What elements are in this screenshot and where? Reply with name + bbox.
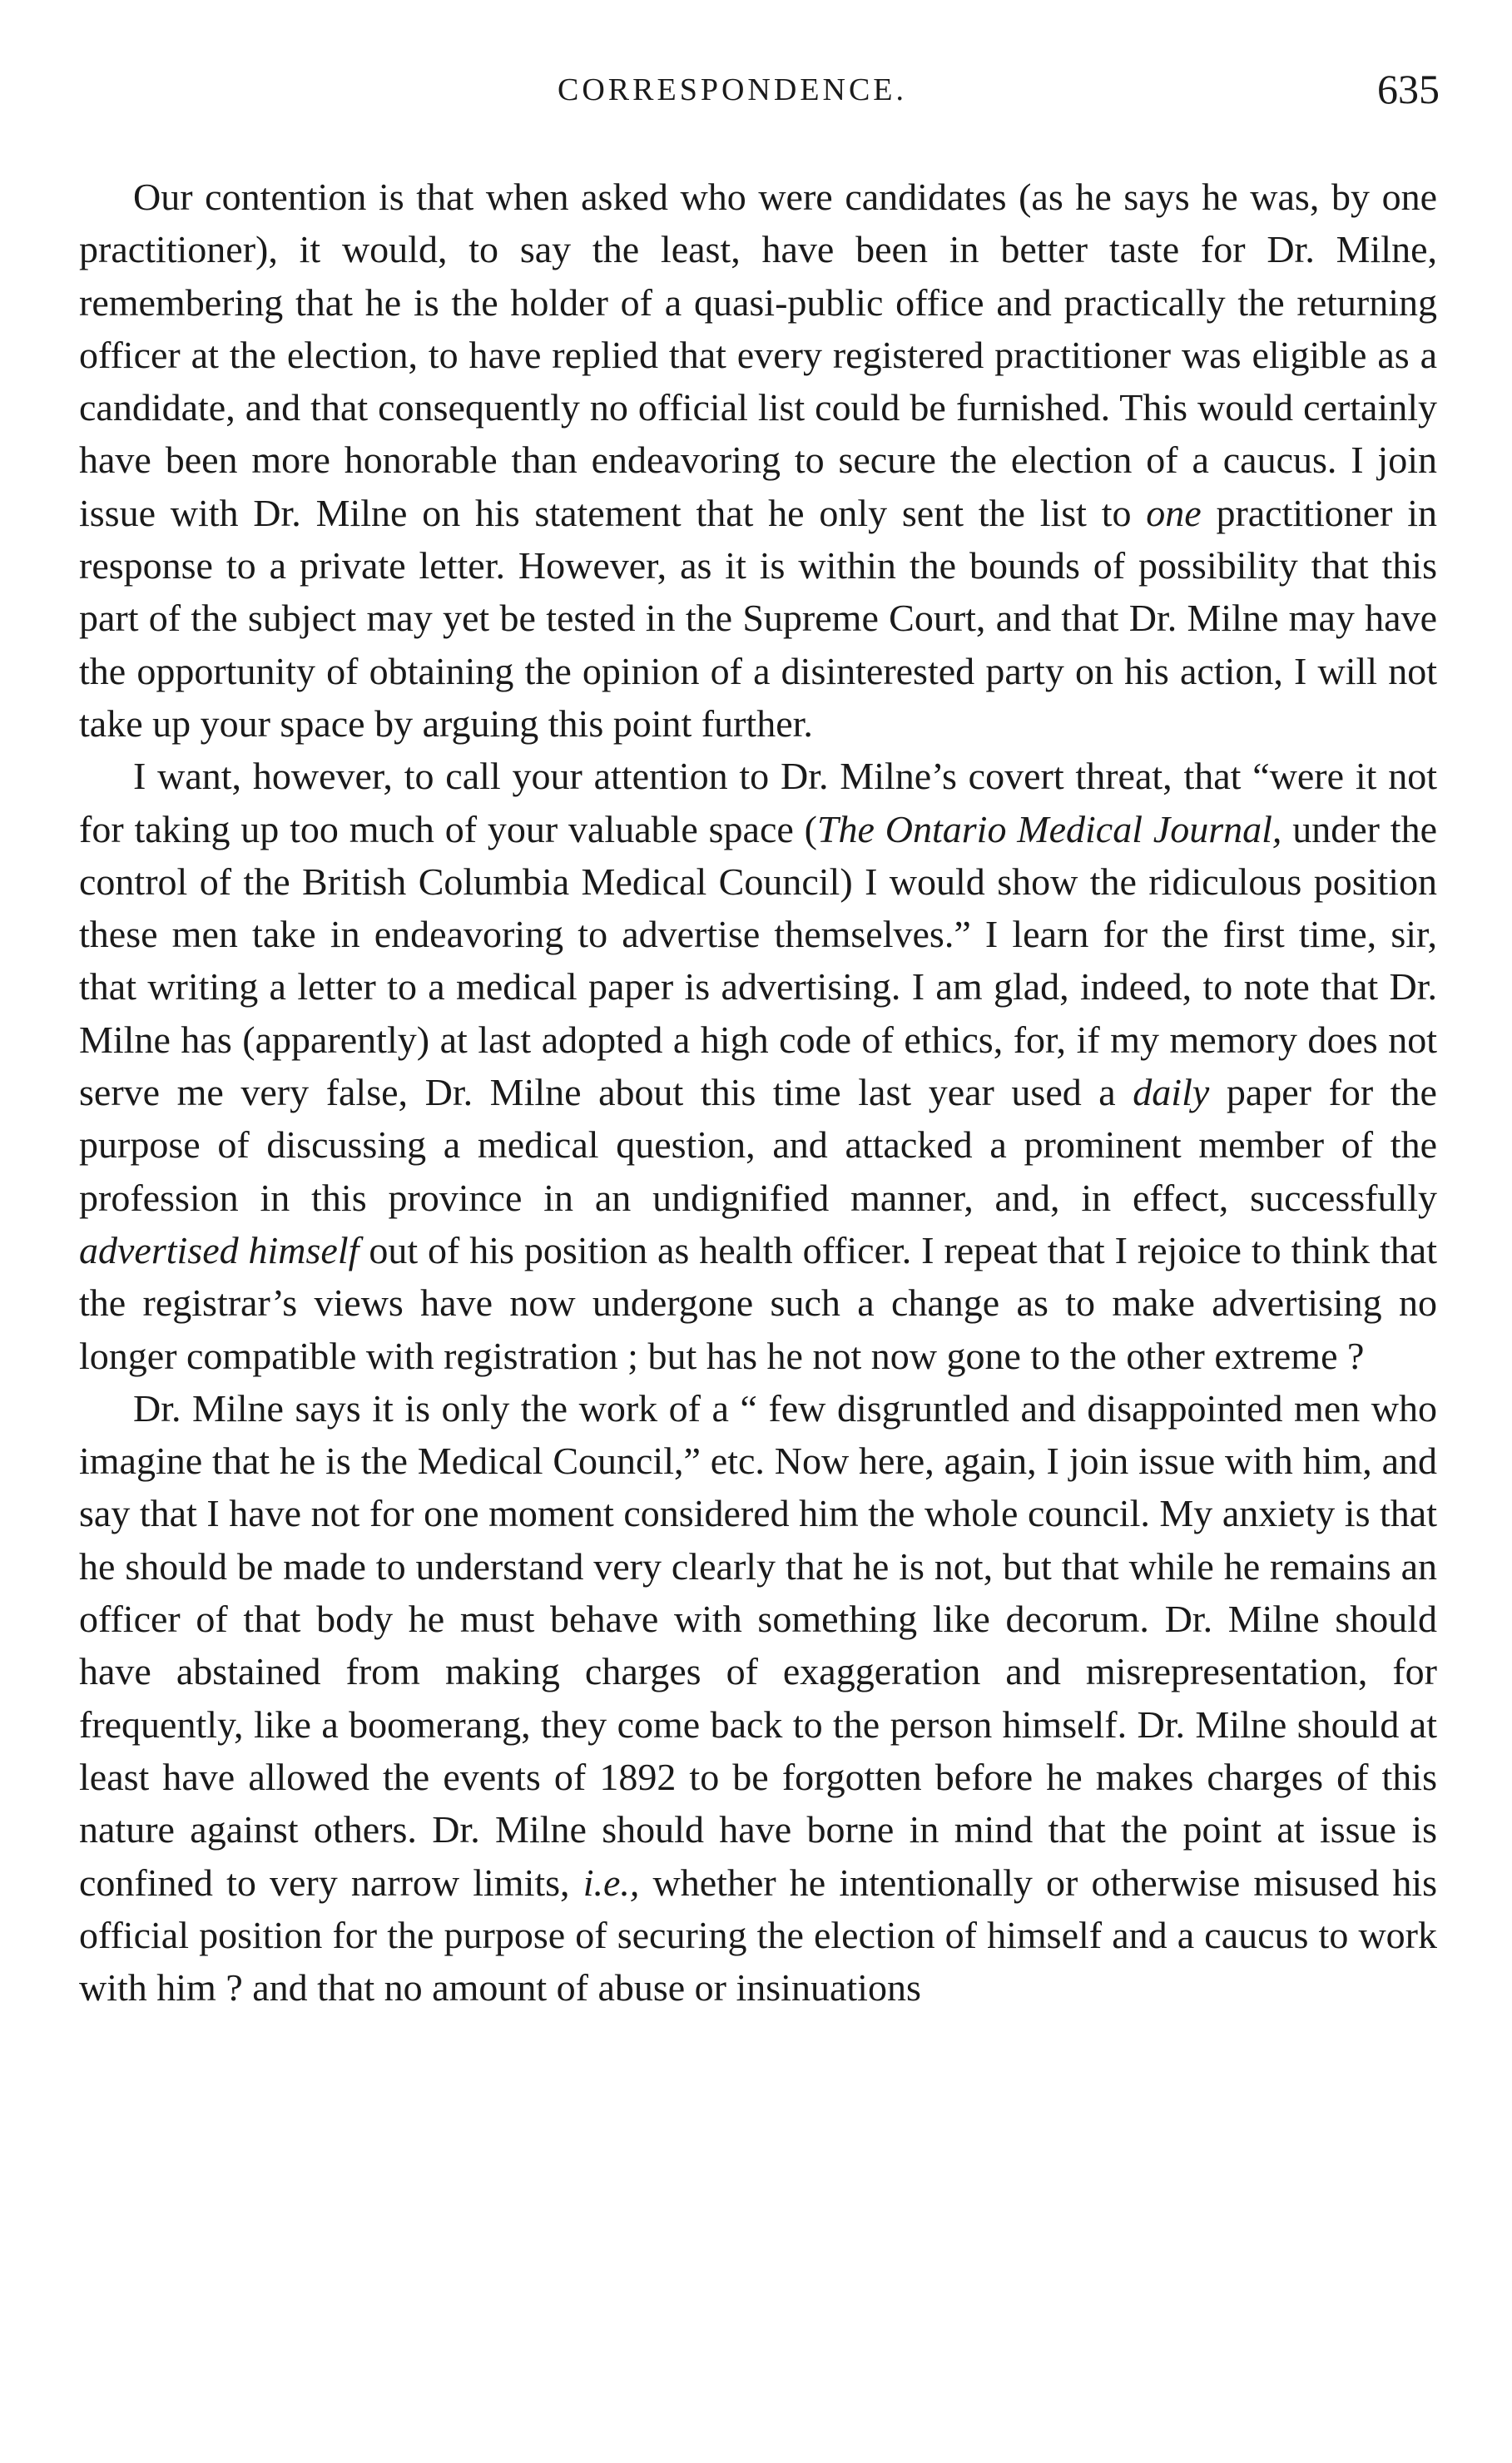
running-title: CORRESPONDENCE.: [558, 72, 907, 107]
paragraph-1-segment-2: one: [1146, 491, 1202, 534]
running-head: [125, 65, 1440, 131]
paragraph-3-segment-2: i.e.,: [582, 1861, 640, 1904]
page-number: 635: [1377, 66, 1440, 112]
letter-body: [79, 171, 1437, 2014]
paragraph-3-segment-1: Dr. Milne says it is only the work of a “ few disgruntled and disappointed men who imagine that he is the Medical Council,” etc. Now here, again, I join issue with him, and say that I have not for one moment considered him the whole council. My anxiety is that he should be made to understand very clearly that he is not, but that while he remains an officer of that body he must behave with something like decorum. Dr. Milne should have abstained from making charges of exaggeration and misrepresentation, for frequently, like a boomerang, they come back to the person himself. Dr. Milne should at least have allowed the events of 1892 to be forgotten before he makes charges of this nature against others. Dr. Milne should have borne in mind that the point at issue is confined to very narrow limits,: [79, 1386, 1437, 1904]
paragraph-2-segment-4: daily: [1133, 1071, 1210, 1114]
paragraph-3-segment-3: whether he intentionally or otherwise misused his official position for the purpose of securing the election of himself and a caucus to work with him ? and that no amount of abuse or insinuations: [79, 1861, 1438, 2010]
paragraph-2-segment-2: The Ontario Medical Journal,: [816, 807, 1282, 850]
paragraph-2: [79, 750, 1437, 1382]
paragraph-2-segment-3: under the control of the British Columbia Medical Council) I would show the ridiculous position these men take in endeavoring to advertise themselves.” I learn for the first time, sir, that writing a letter to a medical paper is advertising. I am glad, indeed, to note that Dr. Milne has (apparently) at last adopted a high code of ethics, for, if my memory does not serve me very false, Dr. Milne about this time last year used a: [79, 807, 1437, 1114]
paragraph-1: [79, 171, 1437, 750]
paragraph-2-segment-6: advertised himself: [79, 1228, 359, 1271]
paragraph-3: [79, 1382, 1437, 2015]
paragraph-2-segment-5: paper for the purpose of discussing a medical question, and attacked a prominent member of the profession in this province in an undignified manner, and, in effect, successfully: [79, 1071, 1437, 1219]
paragraph-1-segment-3: practitioner in response to a private letter. However, as it is within the bounds of possibility that this part of the subject may yet be tested in the Supreme Court, and that Dr. Milne may have the opportunity of obtaining the opinion of a disinterested party on his action, I will not take up your space by arguing this point further.: [79, 491, 1437, 745]
paragraph-1-segment-1: Our contention is that when asked who were candidates (as he says he was, by one practitioner), it would, to say the least, have been in better taste for Dr. Milne, remembering that he is the holder of a quasi-public office and practically the returning officer at the election, to have replied that every registered practitioner was eligible as a candidate, and that consequently no official list could be furnished. This would certainly have been more honorable than endeavoring to secure the election of a caucus. I join issue with Dr. Milne on his statement that he only sent the list to: [79, 176, 1437, 534]
paragraph-2-segment-7: out of his position as health officer. I repeat that I rejoice to think that the registrar’s views have now undergone such a change as to make advertising no longer compatible with registration ; but has he not now gone to the other extreme ?: [79, 1228, 1437, 1377]
paragraph-2-segment-1: I want, however, to call your attention to Dr. Milne’s covert threat, that “were it not for taking up too much of your valuable space (: [79, 755, 1437, 850]
